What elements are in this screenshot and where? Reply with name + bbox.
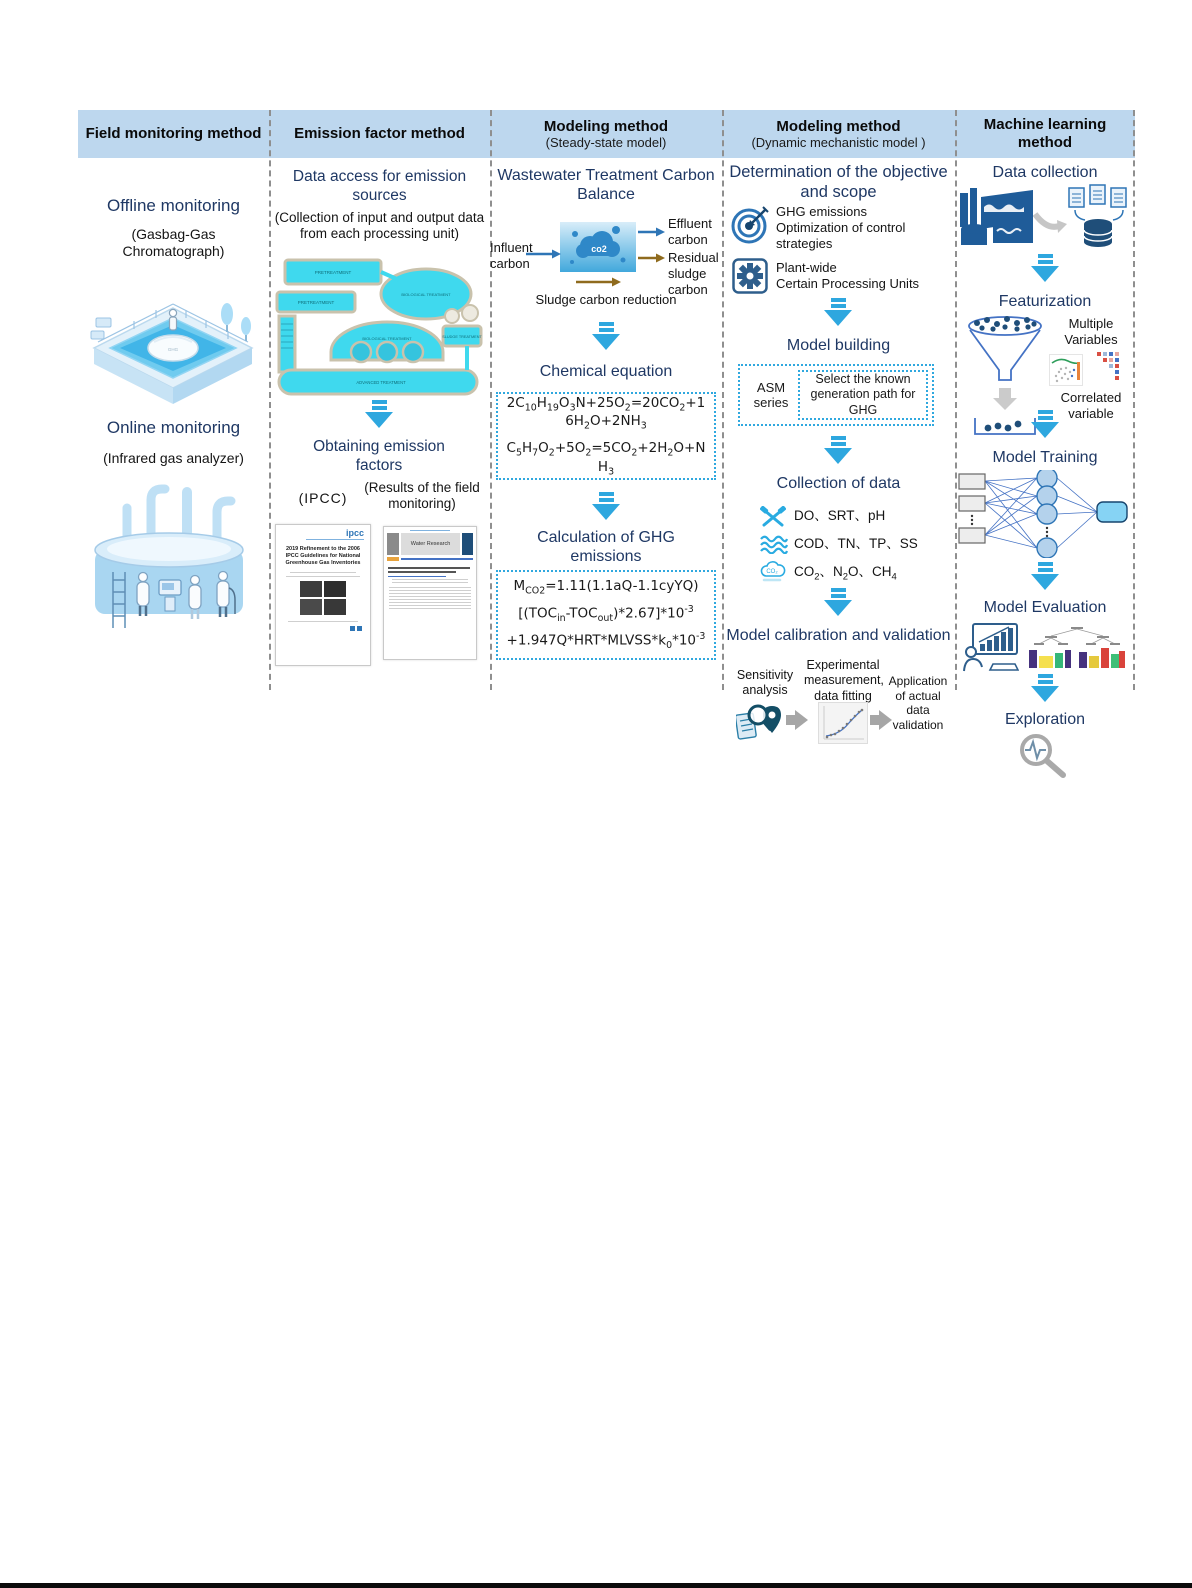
column-dynamic-model: [722, 158, 955, 732]
page-bottom-rule: [0, 1583, 1192, 1588]
influent-carbon-label: Influent carbon: [490, 240, 533, 271]
flow-arrow-down-icon: [592, 492, 620, 520]
treatment-plant-illustration: [271, 252, 487, 398]
online-monitoring-title: Online monitoring: [106, 418, 241, 437]
scope-target-lines: [776, 204, 948, 252]
magnifier-pulse-icon: [1015, 732, 1071, 778]
data-collection-title: Data collection: [992, 164, 1098, 181]
data-item-quality: COD、TN、TP、SS: [794, 536, 918, 551]
flow-arrow-down-icon: [1031, 562, 1059, 590]
collection-of-data-title: Collection of data: [776, 475, 901, 492]
correlated-variable-label: Correlated variable: [1060, 390, 1122, 421]
scatter-thumbnail-icon: [1049, 354, 1083, 386]
residual-sludge-label: Residual sludge carbon: [668, 250, 719, 297]
multiple-variables-label: Multiple Variables: [1064, 316, 1118, 347]
flow-arrow-down-icon: [1031, 410, 1059, 438]
results-label: (Results of the field monitoring): [364, 480, 480, 512]
header-label: Machine learning method: [983, 116, 1107, 151]
exploration-title: Exploration: [1004, 711, 1086, 728]
header-sublabel: (Dynamic mechanistic model ): [751, 134, 926, 150]
plant-label: ADVANCED TREATMENT: [356, 380, 406, 385]
model-building-box: [738, 364, 934, 426]
flow-arrow-down-icon: [365, 400, 393, 428]
waves-icon: [760, 534, 788, 554]
plant-icon: [959, 185, 1035, 249]
tree-heatmap-icon: [1027, 626, 1127, 670]
ipcc-cover-photos: [276, 581, 370, 615]
flow-arrow-down-icon: [1031, 674, 1059, 702]
scope-line-plantwide: Plant-wide: [776, 260, 837, 275]
column-emission-factor: [269, 158, 490, 690]
scope-line-optimization: Optimization of control strategies: [776, 219, 906, 251]
sludge-reduction-label: Sludge carbon reduction: [535, 292, 677, 307]
flow-arrow-down-icon: [824, 298, 852, 326]
equation-1: $2C_{10}H_{19}O_3N+25O_2=20CO_2+16H_2O+2NH_3$: [506, 394, 706, 432]
data-access-subtitle: (Collection of input and output data from each processing unit): [274, 210, 485, 242]
scatter-fit-icon: [818, 702, 868, 744]
header-sublabel: (Steady-state model): [545, 134, 667, 150]
ghg-formula-2: $[(TOC_{in}-TOC_{out})*2.67]*10^{-3}$: [518, 604, 694, 625]
scope-gear-lines: [776, 260, 948, 292]
flow-arrow-down-icon: [824, 436, 852, 464]
plant-label: PRETREATMENT: [314, 270, 352, 275]
target-icon: [730, 205, 770, 245]
experimental-label: Experimental measurement, data fitting: [804, 658, 884, 703]
tools-icon: [760, 506, 786, 528]
model-evaluation-title: Model Evaluation: [983, 599, 1107, 616]
generation-path-box: Select the known generation path for GHG: [798, 370, 928, 420]
ghg-formula-3: $+1.947Q*HRT*MLVSS*k_0*10^{-3}$: [506, 631, 706, 652]
ghg-calculation-box: [496, 570, 716, 660]
ghg-bag-label: GHG: [167, 347, 179, 352]
offline-monitoring-title: Offline monitoring: [107, 196, 240, 215]
scope-line-units: Certain Processing Units: [776, 275, 920, 291]
flow-arrow-down-icon: [824, 588, 852, 616]
ipcc-report-thumbnail: [275, 524, 371, 666]
header-label: Emission factor method: [294, 125, 465, 142]
gear-icon: [732, 258, 768, 294]
asm-series-label: ASM series: [753, 380, 789, 410]
co2-cloud-icon: [758, 560, 788, 584]
online-monitoring-subtitle: (Infrared gas analyzer): [103, 450, 244, 466]
header-emission-factor: [269, 110, 490, 158]
co2-cloud-label: co2: [591, 244, 607, 254]
column-machine-learning: [955, 158, 1135, 728]
scope-title: Determination of the objective and scope: [729, 163, 948, 201]
sensitivity-icon: [736, 702, 784, 744]
data-item-gases: $CO_2$、$N_2O$、$CH_4$: [794, 564, 897, 583]
header-field-monitoring: [78, 110, 269, 158]
data-access-title: Data access for emission sources: [292, 168, 467, 204]
header-modeling-dynamic: [722, 110, 955, 158]
ipcc-report-title: 2019 Refinement to the 2006 IPCC Guidelines for National Greenhouse Gas Inventories: [285, 546, 361, 567]
co2-icon-label: CO₂: [766, 569, 778, 575]
header-machine-learning: [955, 110, 1135, 158]
balance-arrows: [490, 210, 722, 314]
analyst-chart-icon: [963, 622, 1019, 672]
model-training-title: Model Training: [992, 449, 1098, 466]
offline-monitoring-subtitle: (Gasbag-Gas Chromatograph): [122, 226, 225, 260]
header-label: Modeling method: [543, 117, 669, 135]
plant-label: BIOLOGICAL TREATMENT: [401, 292, 451, 297]
chemical-equation-title: Chemical equation: [539, 363, 673, 380]
header-label: Modeling method: [776, 117, 901, 135]
neural-network-icon: [957, 470, 1131, 558]
documents-database-icon: [1067, 184, 1131, 250]
methods-comparison-diagram: [78, 110, 1135, 732]
flow-arrow-down-icon: [1031, 254, 1059, 282]
column-steady-state-model: [490, 158, 722, 690]
flow-arrow-down-icon: [592, 322, 620, 350]
ipcc-logo: ipcc: [345, 528, 364, 538]
chemical-equation-box: [496, 392, 716, 480]
ipcc-label: (IPCC): [298, 490, 348, 506]
online-tank-illustration: [83, 480, 255, 645]
equation-2: $C_5H_7O_2+5O_2=5CO_2+2H_2O+NH_3$: [506, 440, 706, 478]
column-field-monitoring: [78, 158, 269, 690]
correlation-matrix-icon: [1089, 350, 1125, 386]
plant-label: PRETREATMENT: [297, 300, 335, 305]
featurization-title: Featurization: [998, 293, 1092, 310]
data-item-operational: DO、SRT、pH: [794, 508, 886, 523]
offline-pool-illustration: [86, 282, 261, 412]
obtaining-factors-title: Obtaining emission factors: [313, 438, 445, 474]
plant-label: BIOLOGICAL TREATMENT: [362, 336, 412, 341]
gray-arrow-curved-icon: [1033, 210, 1067, 238]
plant-label: SLUDGE TREATMENT: [442, 335, 482, 339]
header-label: Field monitoring method: [85, 125, 262, 142]
calibration-title: Model calibration and validation: [726, 627, 951, 644]
ghg-calculation-title: Calculation of GHG emissions: [537, 529, 675, 566]
gray-arrow-right-icon: [786, 710, 808, 730]
header-modeling-steady: [490, 110, 722, 158]
scope-line-ghg: GHG emissions: [776, 204, 868, 219]
ghg-formula-1: $M_{CO2}=1.11(1.1aQ-1.1cyYQ)$: [513, 578, 699, 598]
gray-arrow-right-icon: [870, 710, 892, 730]
journal-paper-thumbnail: [383, 526, 477, 660]
carbon-balance-title: Wastewater Treatment Carbon Balance: [497, 167, 715, 204]
journal-name: Water Research: [410, 541, 451, 547]
sensitivity-label: Sensitivity analysis: [736, 668, 794, 698]
application-label: Application of actual data validation: [888, 674, 948, 732]
journal-header: [387, 533, 473, 555]
model-building-title: Model building: [786, 337, 891, 354]
effluent-carbon-label: Effluent carbon: [668, 216, 712, 247]
carbon-balance-diagram: [490, 210, 722, 314]
